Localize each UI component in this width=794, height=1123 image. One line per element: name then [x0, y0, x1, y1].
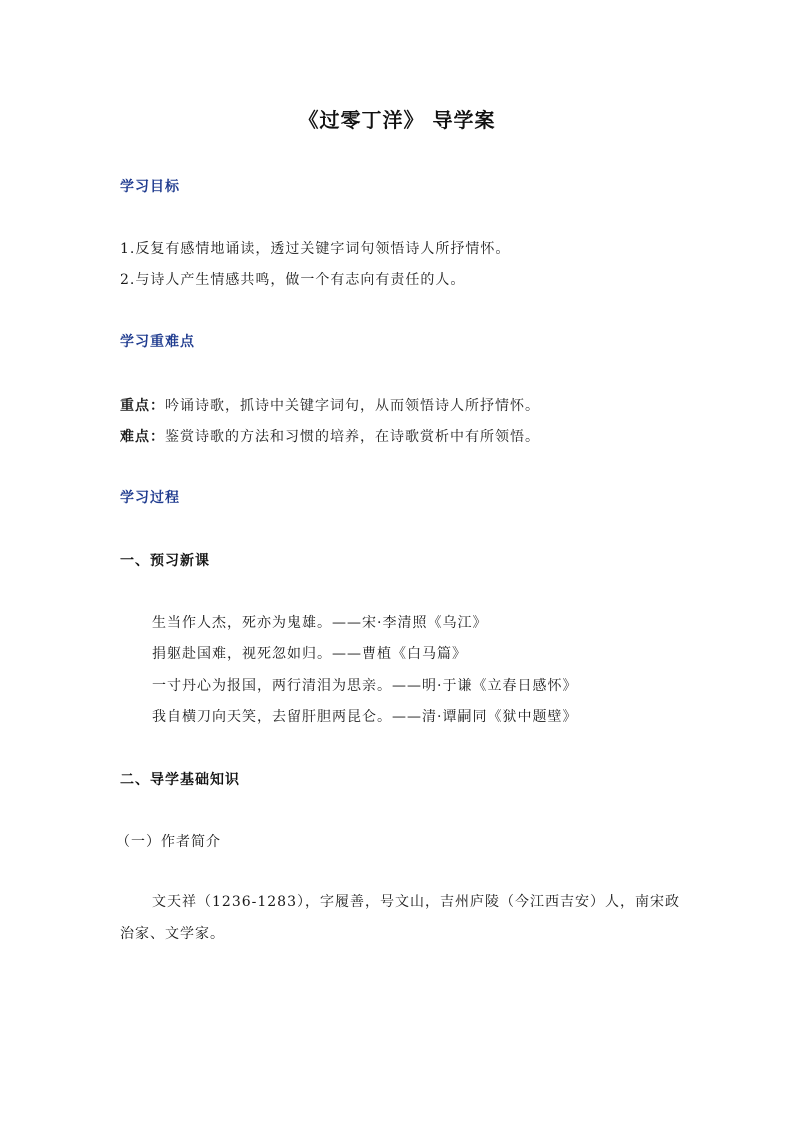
difficulty-line: [120, 426, 540, 446]
process-heading: 学习过程: [120, 490, 180, 506]
author-intro-paragraph: 文天祥（1236-1283），字履善，号文山，吉州庐陵（今江西吉安）人，南宋政治家、文学家。: [120, 894, 680, 942]
quote-item-3: 一寸丹心为报国，两行清泪为思亲。——明·于谦《立春日感怀》: [152, 678, 578, 694]
difficulty-label: 难点：: [120, 429, 165, 445]
quote-item-2: 捐躯赴国难，视死忽如归。——曹植《白马篇》: [152, 646, 467, 662]
objectives-heading: 学习目标: [120, 179, 180, 195]
section2-heading: 二、导学基础知识: [120, 772, 240, 788]
author-intro-heading: （一）作者简介: [116, 834, 221, 850]
quote-item-1: 生当作人杰，死亦为鬼雄。——宋·李清照《乌江》: [152, 615, 488, 631]
quote-item-4: 我自横刀向天笑，去留肝胆两昆仑。——清·谭嗣同《狱中题壁》: [152, 709, 578, 725]
focus-label: 重点：: [120, 398, 165, 414]
difficulty-text: 鉴赏诗歌的方法和习惯的培养，在诗歌赏析中有所领悟。: [165, 429, 540, 445]
objective-item-2: 2.与诗人产生情感共鸣，做一个有志向有责任的人。: [120, 272, 466, 288]
focus-text: 吟诵诗歌，抓诗中关键字词句，从而领悟诗人所抒情怀。: [165, 398, 540, 414]
objective-item-1: 1.反复有感情地诵读，透过关键字词句领悟诗人所抒情怀。: [120, 241, 511, 257]
document-title: 《过零丁洋》 导学案: [298, 108, 496, 132]
key-points-heading: 学习重难点: [120, 334, 195, 350]
section1-heading: 一、预习新课: [120, 553, 210, 569]
focus-line: [120, 395, 540, 415]
